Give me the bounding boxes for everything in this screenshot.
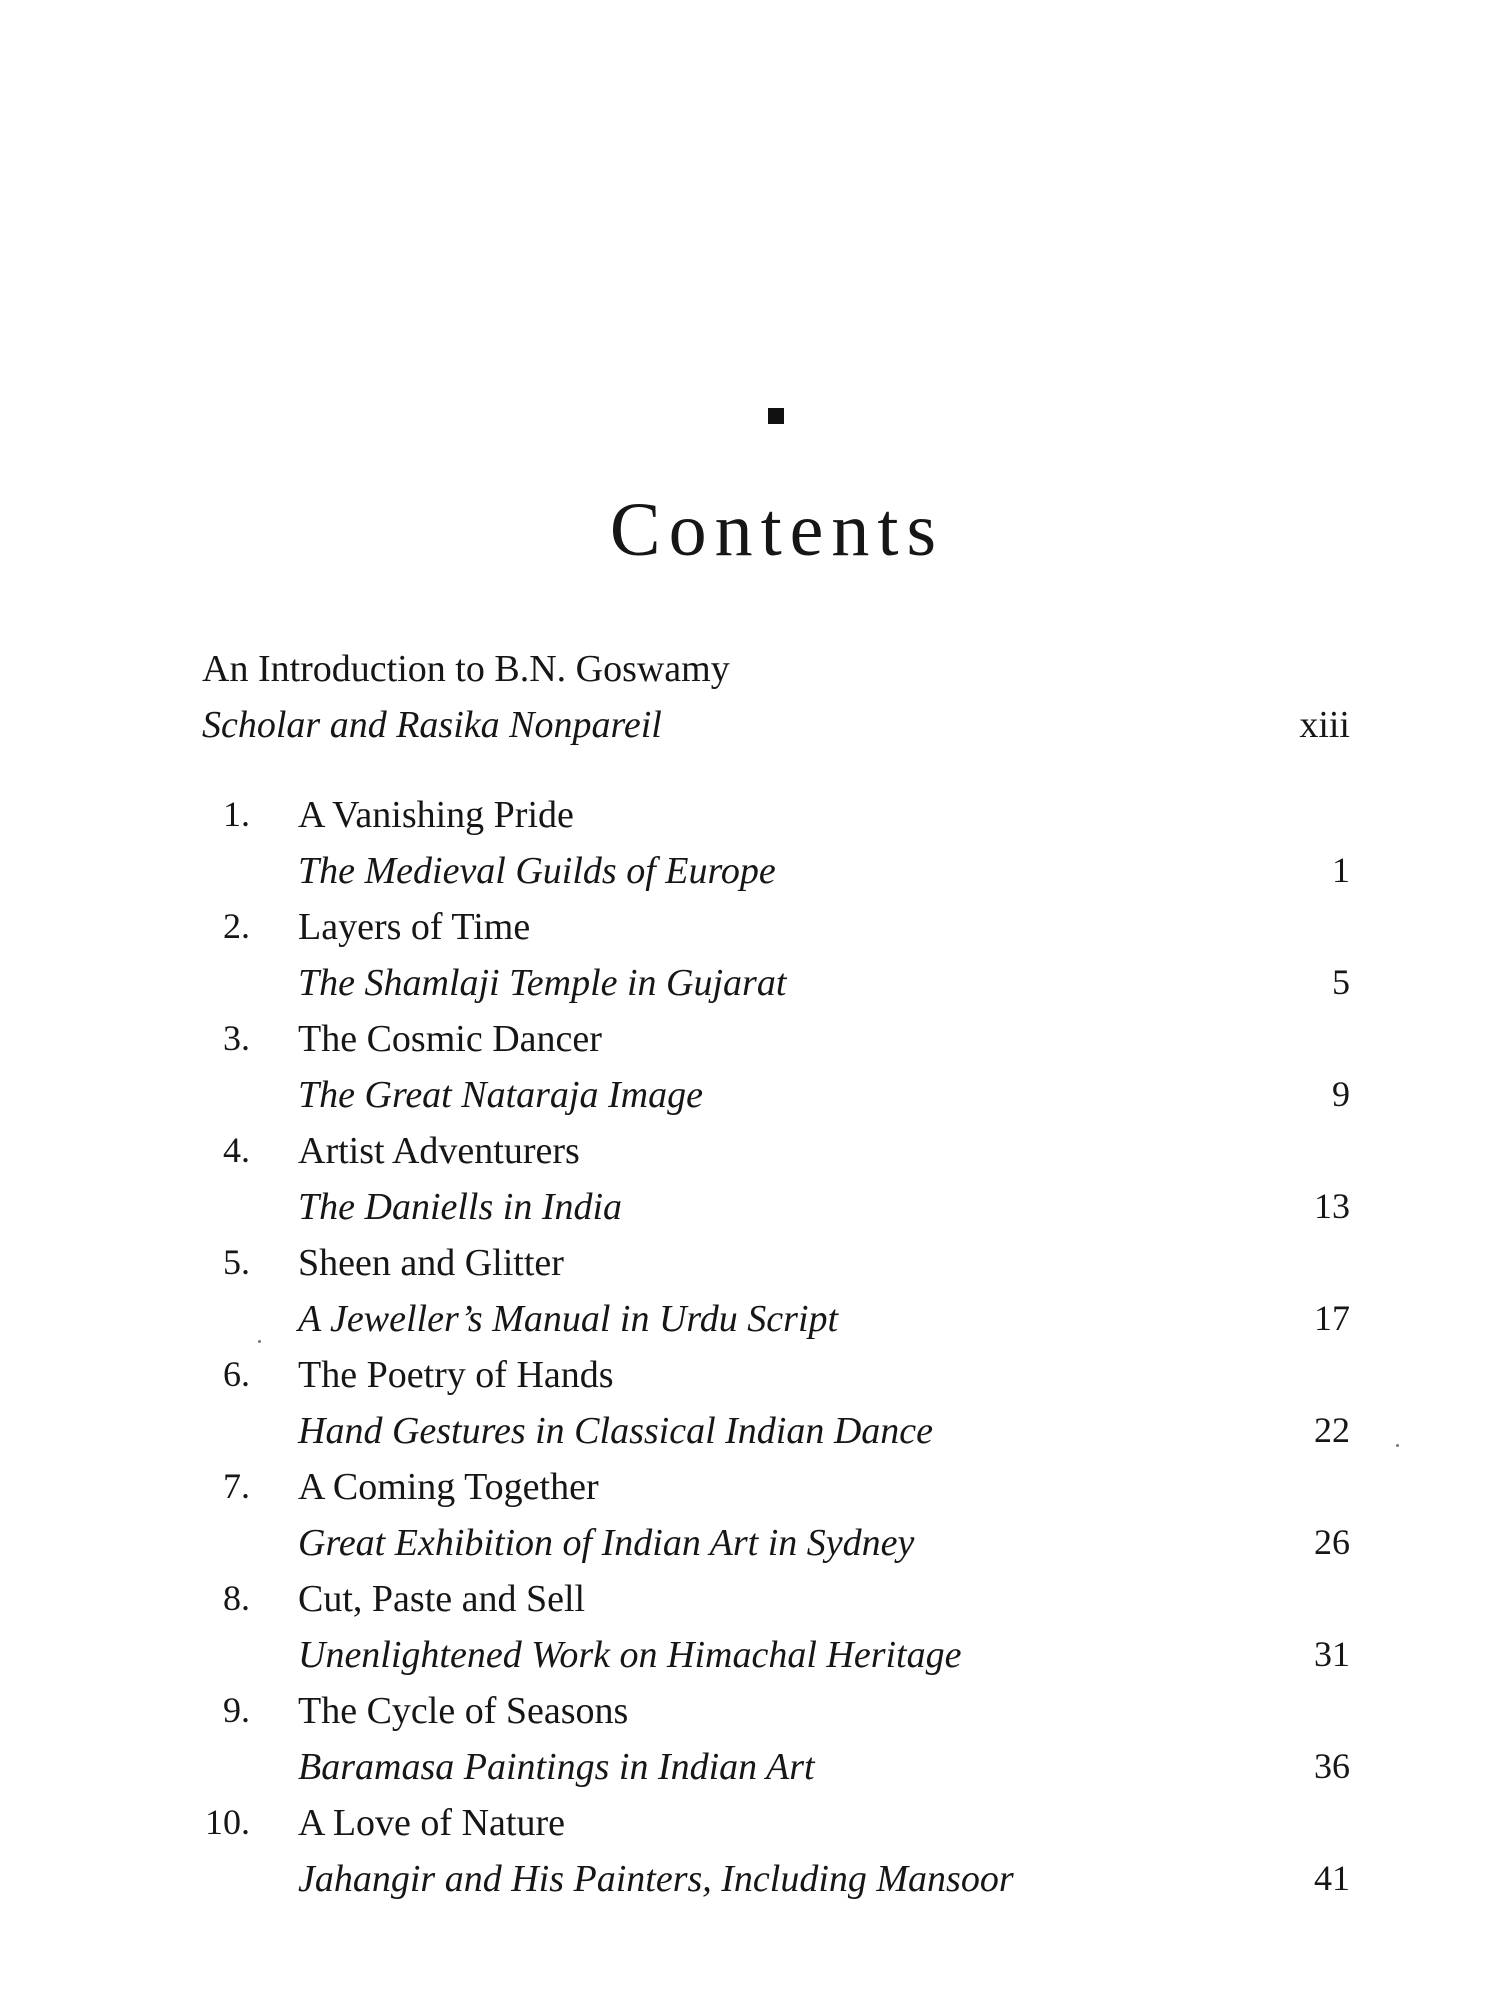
toc-entry-8 xyxy=(0,1580,1500,1692)
toc-entry-subtitle: Baramasa Paintings in Indian Art xyxy=(298,1746,815,1788)
toc-entry-subtitle: The Shamlaji Temple in Gujarat xyxy=(298,962,787,1004)
toc-entry-number: 3. xyxy=(223,1018,250,1058)
toc-entry-page: 22 xyxy=(1314,1410,1350,1450)
toc-entry-10 xyxy=(0,1804,1500,1916)
paper-speck xyxy=(1396,1444,1399,1447)
toc-entry-subtitle: Unenlightened Work on Himachal Heritage xyxy=(298,1634,962,1676)
toc-entry-page: 41 xyxy=(1314,1858,1350,1898)
toc-entry-6 xyxy=(0,1356,1500,1468)
toc-entry-5 xyxy=(0,1244,1500,1356)
toc-entry-title: The Cosmic Dancer xyxy=(298,1018,602,1060)
toc-entry-number: 6. xyxy=(223,1354,250,1394)
toc-intro-subtitle: Scholar and Rasika Nonpareil xyxy=(202,704,662,746)
toc-entry-page: 1 xyxy=(1332,850,1350,890)
toc-entry-subtitle: The Medieval Guilds of Europe xyxy=(298,850,776,892)
toc-entry-number: 4. xyxy=(223,1130,250,1170)
toc-entry-subtitle: Jahangir and His Painters, Including Mansoor xyxy=(298,1858,1014,1900)
toc-entry-page: 31 xyxy=(1314,1634,1350,1674)
toc-entry-title: Artist Adventurers xyxy=(298,1130,580,1172)
toc-entry-title: A Coming Together xyxy=(298,1466,599,1508)
toc-entry-3 xyxy=(0,1020,1500,1132)
toc-entry-subtitle: A Jeweller’s Manual in Urdu Script xyxy=(298,1298,839,1340)
page-title: Contents xyxy=(609,488,945,572)
toc-entry-number: 5. xyxy=(223,1242,250,1282)
toc-entry-7 xyxy=(0,1468,1500,1580)
toc-entry-subtitle: The Great Nataraja Image xyxy=(298,1074,703,1116)
toc-entry-page: 36 xyxy=(1314,1746,1350,1786)
toc-entry-title: Cut, Paste and Sell xyxy=(298,1578,586,1620)
toc-entry-9 xyxy=(0,1692,1500,1804)
toc-entry-number: 2. xyxy=(223,906,250,946)
toc-entry-page: 9 xyxy=(1332,1074,1350,1114)
toc-entry-number: 8. xyxy=(223,1578,250,1618)
toc-intro-page: xiii xyxy=(1299,704,1350,746)
toc-entry-page: 13 xyxy=(1314,1186,1350,1226)
toc-entry-1 xyxy=(0,796,1500,908)
toc-entry-title: Layers of Time xyxy=(298,906,531,948)
toc-entry-subtitle: Hand Gestures in Classical Indian Dance xyxy=(298,1410,934,1452)
toc-entry-page: 17 xyxy=(1314,1298,1350,1338)
toc-intro-title: An Introduction to B.N. Goswamy xyxy=(202,648,730,690)
toc-entry-title: The Poetry of Hands xyxy=(298,1354,614,1396)
paper-speck xyxy=(258,1340,261,1343)
toc-entry-subtitle: The Daniells in India xyxy=(298,1186,623,1228)
toc-entry-number: 10. xyxy=(205,1802,250,1842)
toc-entry-page: 5 xyxy=(1332,962,1350,1002)
toc-entry-number: 1. xyxy=(223,794,250,834)
toc-entry-number: 9. xyxy=(223,1690,250,1730)
toc-entry-page: 26 xyxy=(1314,1522,1350,1562)
toc-entry-4 xyxy=(0,1132,1500,1244)
toc-entry-2 xyxy=(0,908,1500,1020)
toc-entry-subtitle: Great Exhibition of Indian Art in Sydney xyxy=(298,1522,915,1564)
toc-entry-title: Sheen and Glitter xyxy=(298,1242,564,1284)
toc-entry-title: A Love of Nature xyxy=(298,1802,565,1844)
toc-entry-title: The Cycle of Seasons xyxy=(298,1690,629,1732)
toc-entry-title: A Vanishing Pride xyxy=(298,794,574,836)
toc-entry-number: 7. xyxy=(223,1466,250,1506)
